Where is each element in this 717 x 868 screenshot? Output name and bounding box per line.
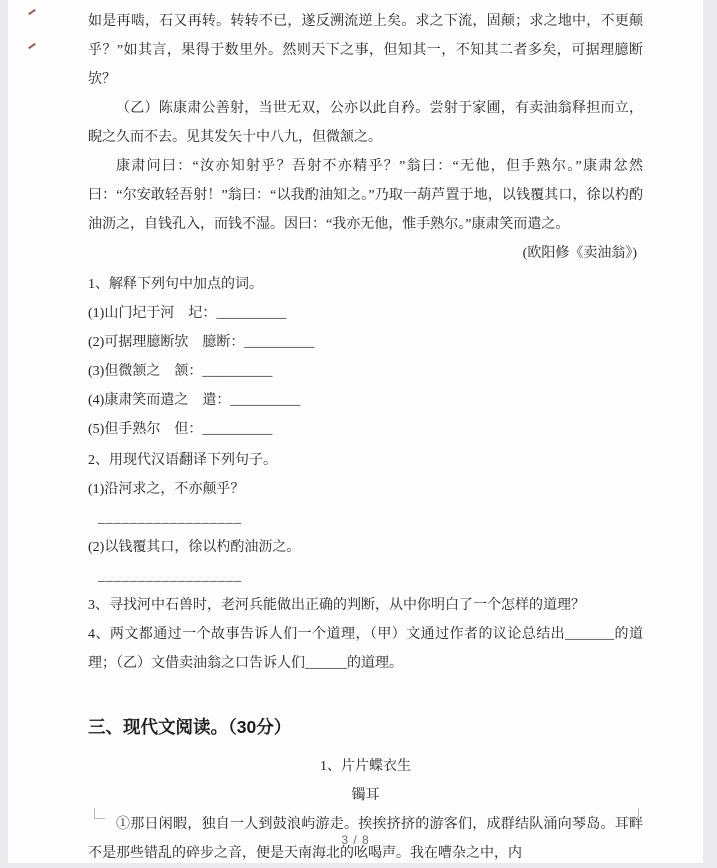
reading-passage-paragraph-1: ①那日闲暇，独自一人到鼓浪屿游走。挨挨挤挤的游客们，成群结队涌向琴岛。耳畔不是那些错乱的碎步之音，便是天南海北的吆喝声。我在嘈杂之中，内 [88,817,643,861]
page-number: 3 / 8 [341,833,370,847]
answer-blank: __________________ [98,569,242,584]
passage-source-attribution: (欧阳修《卖油翁》) [522,246,637,261]
passage-yi-paragraph-1: （乙）陈康肃公善射，当世无双，公亦以此自矜。尝射于家圃，有卖油翁释担而立，睨之久而不去。见其发矢十中八九，但微颔之。 [88,101,643,145]
passage-continuation: 如是再啮，石又再转。转转不已，遂反溯流逆上矣。求之下流，固颠；求之地中，不更颠乎？”如其言，果得于数里外。然则天下之事，但知其一，不知其二者多矣，可据理臆断欤？ [88,14,643,87]
reading-passage-title: 1、片片蝶衣生 [320,759,411,774]
question-1-item: (1)山门圮于河 圮：__________ [88,306,287,321]
question-2-item: (2)以钱覆其口，徐以杓酌油沥之。 [88,540,301,555]
question-4: 4、两文都通过一个故事告诉人们一个道理，（甲）文通过作者的议论总结出_______的道理；（乙）文借卖油翁之口告诉人们______的道理。 [88,627,643,671]
question-2-item: (1)沿河求之，不亦颠乎？ [88,482,245,497]
answer-blank: __________________ [98,511,242,526]
reading-passage-author: 镯耳 [351,788,380,803]
passage-yi-paragraph-2: 康肃问曰：“汝亦知射乎？吾射不亦精乎？”翁曰：“无他，但手熟尔。”康肃忿然曰：“尔安敢轻吾射！”翁曰：“以我酌油知之。”乃取一葫芦置于地，以钱覆其口，徐以杓酌油沥之，自钱孔入，而钱不湿。因曰：“我亦无他，惟手熟尔。”康肃笑而遣之。 [88,159,643,232]
page-content [8,0,703,868]
document-page [8,0,703,863]
question-3: 3、寻找河中石兽时，老河兵能做出正确的判断，从中你明白了一个怎样的道理？ [88,598,585,613]
text-boundary-mark-bottom-right [628,808,639,819]
question-1-item: (2)可据理臆断欤 臆断：__________ [88,335,315,350]
question-2-title: 2、用现代汉语翻译下列句子。 [88,453,277,468]
question-1-item: (5)但手熟尔 但：__________ [88,422,273,437]
section-3-heading: 三、现代文阅读。（30分） [88,717,292,737]
text-boundary-mark-bottom-left [94,808,105,819]
question-1-title: 1、解释下列句中加点的词。 [88,277,263,292]
question-1-item: (3)但微颔之 颔：__________ [88,364,273,379]
question-1-item: (4)康肃笑而遣之 遣：__________ [88,393,301,408]
